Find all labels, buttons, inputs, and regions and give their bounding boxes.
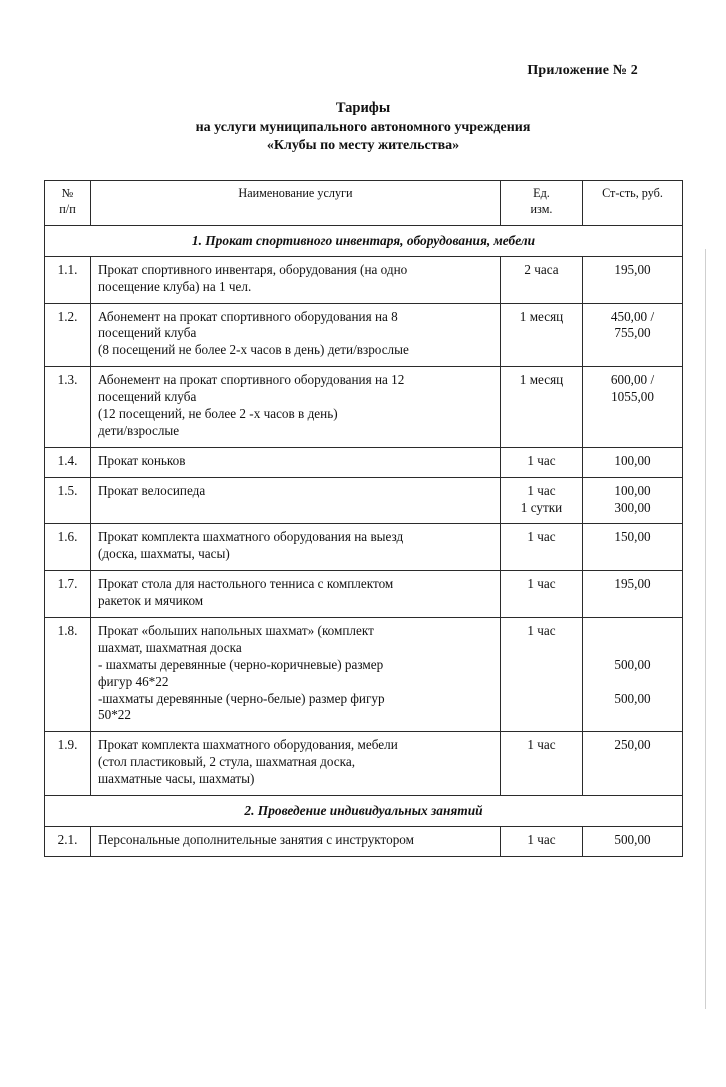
- text-line: 1 час: [527, 482, 556, 498]
- text-line: 1 час: [527, 622, 556, 638]
- text-line: 250,00: [614, 737, 651, 753]
- row-number: 1.2.: [45, 303, 91, 367]
- service-name: [91, 367, 501, 448]
- text-line: 1 час: [527, 576, 556, 592]
- text-line: шахматные часы, шахматы): [98, 771, 255, 787]
- text-line: 195,00: [614, 261, 651, 277]
- row-number: 1.7.: [45, 571, 91, 618]
- table-row: [45, 256, 683, 303]
- service-name: [91, 447, 501, 477]
- text-line: посещений клуба: [98, 325, 197, 341]
- service-name: [91, 303, 501, 367]
- text-line: 150,00: [614, 529, 651, 545]
- text-line: 500,00: [614, 656, 651, 672]
- tariffs-table: [44, 180, 683, 857]
- document-page: [0, 63, 726, 1087]
- text-line: Прокат «больших напольных шахмат» (комплект: [98, 622, 374, 638]
- appendix-label: Приложение № 2: [527, 63, 638, 78]
- row-number: 2.1.: [45, 827, 91, 857]
- table-row: [45, 447, 683, 477]
- table-body: [45, 225, 683, 856]
- table-row: [45, 571, 683, 618]
- scan-edge-line: [705, 249, 706, 1009]
- service-price: [583, 447, 683, 477]
- table-row: [45, 477, 683, 524]
- page-title: Тарифы: [335, 100, 391, 116]
- row-number: 1.6.: [45, 524, 91, 571]
- service-unit: [501, 367, 583, 448]
- text-line: 500,00: [614, 690, 651, 706]
- service-price: [583, 477, 683, 524]
- text-line: 600,00 /: [610, 372, 655, 388]
- service-price: [583, 367, 683, 448]
- service-unit: [501, 827, 583, 857]
- column-header-number: № п/п: [45, 181, 91, 225]
- service-name: [91, 571, 501, 618]
- text-line: 1 час: [527, 832, 556, 848]
- row-number: 1.3.: [45, 367, 91, 448]
- text-line: 100,00: [614, 452, 651, 468]
- text-line: 100,00: [614, 482, 651, 498]
- section-title: 1. Прокат спортивного инвентаря, оборудования, мебели: [45, 225, 683, 256]
- text-line: дети/взрослые: [98, 422, 180, 438]
- text-line: (12 посещений, не более 2 -х часов в день): [98, 405, 338, 421]
- table-section-header-row: [45, 225, 683, 256]
- service-unit: [501, 303, 583, 367]
- text-line: (доска, шахматы, часы): [98, 546, 230, 562]
- text-line: 1055,00: [611, 389, 654, 405]
- service-price: [583, 617, 683, 731]
- text-line: 1 час: [527, 529, 556, 545]
- table-section-header-row: [45, 795, 683, 826]
- text-line: 1 месяц: [519, 372, 564, 388]
- row-number: 1.4.: [45, 447, 91, 477]
- text-line: Прокат комплекта шахматного оборудования на выезд: [98, 529, 404, 545]
- text-line: Персональные дополнительные занятия с инструктором: [98, 832, 414, 848]
- text-line: ракеток и мячиком: [98, 593, 204, 609]
- column-header-unit: Ед. изм.: [501, 181, 583, 225]
- text-line: 1 месяц: [519, 308, 564, 324]
- text-line: посещений клуба: [98, 389, 197, 405]
- blank-line: [590, 674, 675, 691]
- service-name: [91, 732, 501, 796]
- text-line: фигур 46*22: [98, 673, 169, 689]
- service-unit: [501, 617, 583, 731]
- text-line: 300,00: [614, 499, 651, 515]
- blank-line: [590, 640, 675, 657]
- text-line: шахмат, шахматная доска: [98, 639, 242, 655]
- text-line: Прокат велосипеда: [98, 482, 206, 498]
- service-price: [583, 256, 683, 303]
- text-line: Прокат комплекта шахматного оборудования, мебели: [98, 737, 398, 753]
- text-line: Абонемент на прокат спортивного оборудования на 12: [98, 372, 405, 388]
- row-number: 1.5.: [45, 477, 91, 524]
- service-price: [583, 732, 683, 796]
- text-line: -шахматы деревянные (черно-белые) размер фигур: [98, 690, 385, 706]
- service-price: [583, 524, 683, 571]
- service-unit: [501, 256, 583, 303]
- service-unit: [501, 477, 583, 524]
- row-number: 1.9.: [45, 732, 91, 796]
- row-number: 1.8.: [45, 617, 91, 731]
- service-unit: [501, 524, 583, 571]
- service-price: [583, 571, 683, 618]
- page-subtitle-line1: на услуги муниципального автономного учреждения: [195, 119, 531, 135]
- service-unit: [501, 732, 583, 796]
- table-header: [45, 181, 683, 225]
- title-block: [44, 99, 682, 156]
- text-line: - шахматы деревянные (черно-коричневые) размер: [98, 656, 384, 672]
- service-unit: [501, 571, 583, 618]
- service-name: [91, 827, 501, 857]
- text-line: посещение клуба) на 1 чел.: [98, 278, 252, 294]
- section-title: 2. Проведение индивидуальных занятий: [45, 795, 683, 826]
- text-line: (8 посещений не более 2-х часов в день) дети/взрослые: [98, 342, 409, 358]
- service-unit: [501, 447, 583, 477]
- service-price: [583, 303, 683, 367]
- text-line: 500,00: [614, 832, 651, 848]
- text-line: Прокат стола для настольного тенниса с комплектом: [98, 576, 394, 592]
- text-line: 1 час: [527, 452, 556, 468]
- service-name: [91, 477, 501, 524]
- column-header-service-name: Наименование услуги: [91, 181, 501, 225]
- text-line: 1 сутки: [520, 499, 563, 515]
- text-line: Прокат коньков: [98, 452, 186, 468]
- text-line: 755,00: [614, 325, 651, 341]
- text-line: 50*22: [98, 707, 131, 723]
- text-line: 195,00: [614, 576, 651, 592]
- page-subtitle-line2: «Клубы по месту жительства»: [266, 138, 460, 154]
- text-line: (стол пластиковый, 2 стула, шахматная доска,: [98, 754, 355, 770]
- service-name: [91, 617, 501, 731]
- text-line: 2 часа: [524, 261, 559, 277]
- service-price: [583, 827, 683, 857]
- table-header-row: [45, 181, 683, 225]
- text-line: 450,00 /: [610, 308, 655, 324]
- table-row: [45, 827, 683, 857]
- text-line: Абонемент на прокат спортивного оборудования на 8: [98, 308, 398, 324]
- table-row: [45, 367, 683, 448]
- text-line: Прокат спортивного инвентаря, оборудования (на одно: [98, 261, 408, 277]
- row-number: 1.1.: [45, 256, 91, 303]
- table-row: [45, 303, 683, 367]
- table-row: [45, 617, 683, 731]
- table-row: [45, 732, 683, 796]
- column-header-price: Ст-сть, руб.: [583, 181, 683, 225]
- service-name: [91, 524, 501, 571]
- table-row: [45, 524, 683, 571]
- blank-line: [590, 623, 675, 640]
- service-name: [91, 256, 501, 303]
- text-line: 1 час: [527, 737, 556, 753]
